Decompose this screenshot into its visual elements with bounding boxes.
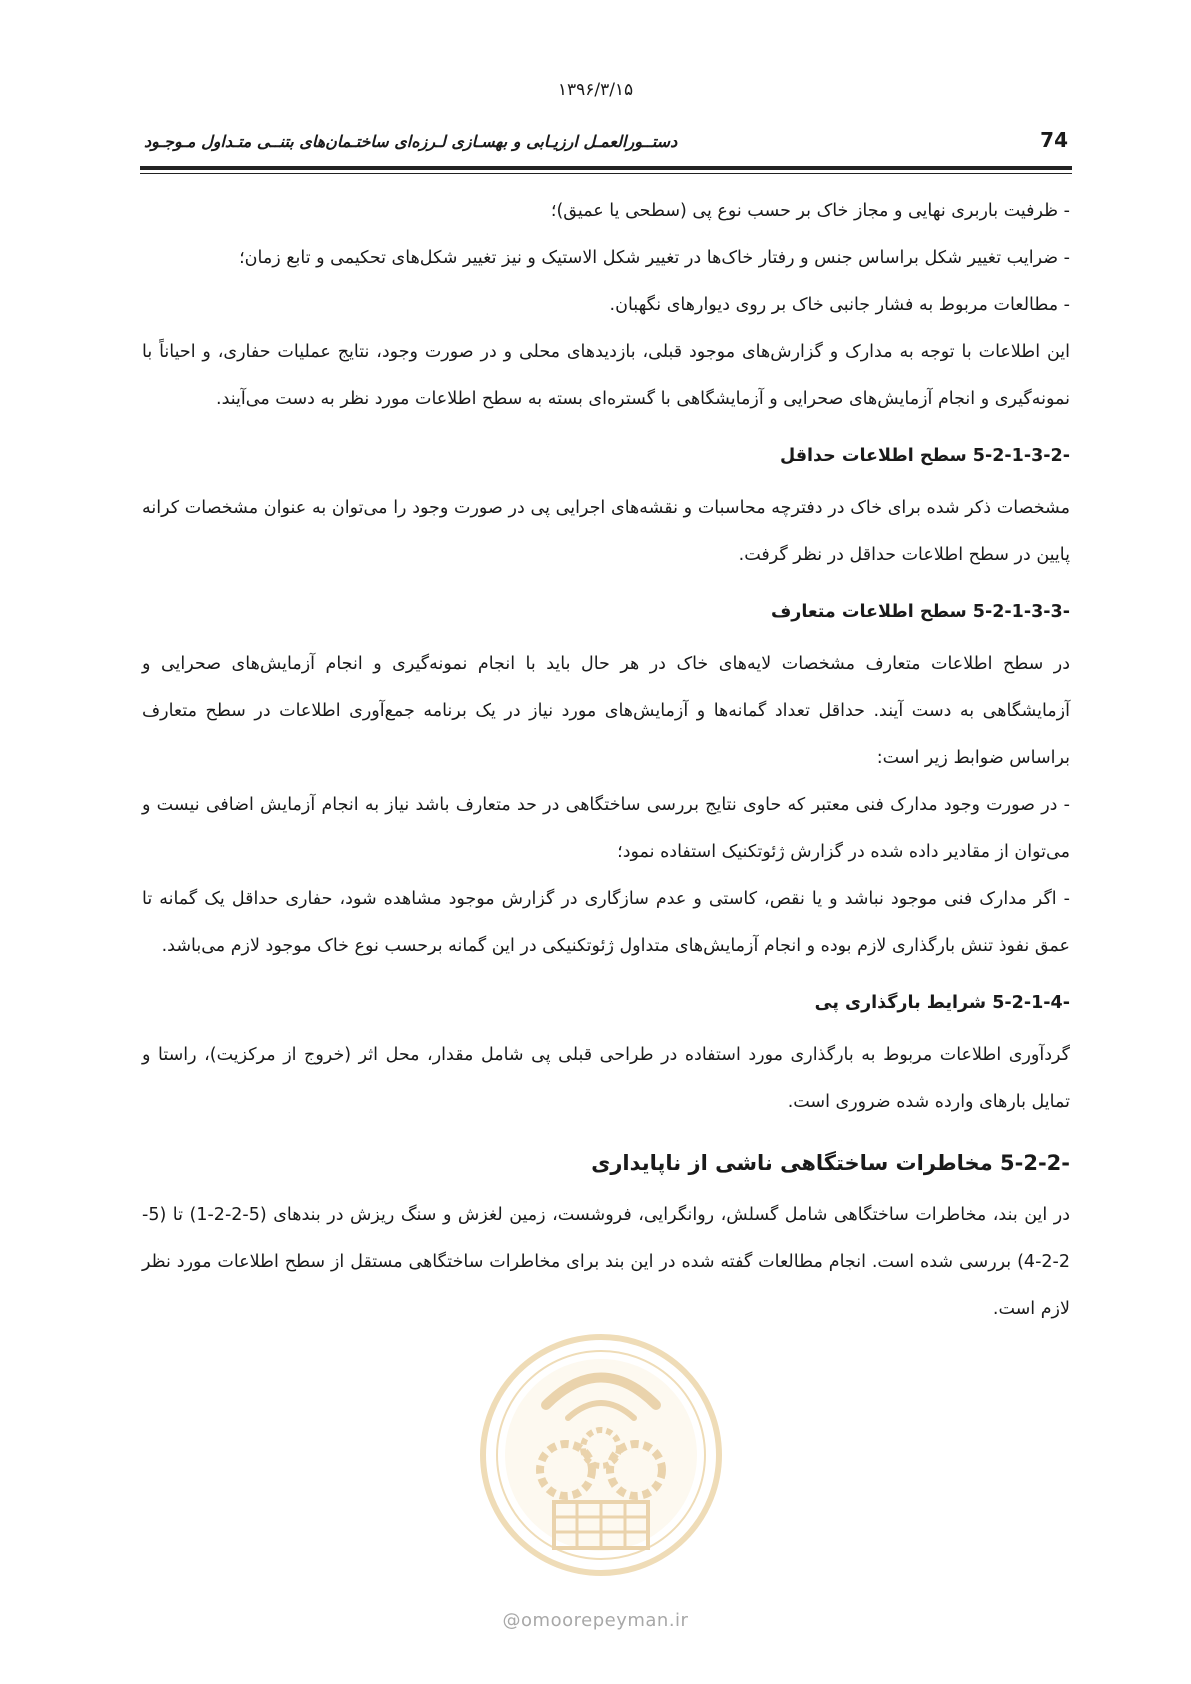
section-title: سطح اطلاعات حداقل	[779, 446, 967, 466]
body-paragraph: مشخصات ذکر شده برای خاک در دفترچه محاسبات و نقشه‌های اجرایی پی در صورت وجود را می‌توان به عنوان مشخصات کرانه پایین در سطح اطلاعات حداقل در نظر گرفت.	[142, 498, 1070, 565]
body-paragraph: این اطلاعات با توجه به مدارک و گزارش‌های موجود قبلی، بازدیدهای محلی و در صورت وجود، نتایج عملیات حفاری، و احیاناً با نمونه‌گیری و انجام آزمایش‌های صحرایی و آزمایشگاهی با گستره‌ای بسته به سطح اطلاعات مورد نظر به دست می‌آیند.	[142, 342, 1070, 409]
page-number: 74	[1040, 128, 1068, 152]
section-number: 5-2-1-3-2-	[972, 446, 1070, 466]
section-heading	[142, 980, 1070, 1026]
document-date: ۱۳۹۶/۳/۱۵	[557, 80, 634, 100]
header-rule-thick	[140, 166, 1072, 170]
bullet-item: - ضرایب تغییر شکل براساس جنس و رفتار خاک‌ها در تغییر شکل الاستیک و نیز تغییر شکل‌های تحکیمی و تابع زمان؛	[239, 248, 1070, 268]
page-body	[142, 188, 1070, 1333]
section-heading	[142, 1140, 1070, 1186]
seal-watermark-icon	[476, 1330, 726, 1580]
site-watermark: @omoorepeyman.ir	[502, 1610, 689, 1631]
book-title: دستــورالعمـل ارزیـابی و بهسـازی لـرزه‌ای ساختـمان‌های بتنــی متـداول مـوجـود	[144, 132, 678, 151]
bullet-item: - در صورت وجود مدارک فنی معتبر که حاوی نتایج بررسی ساختگاهی در حد متعارف باشد نیاز به انجام آزمایش اضافی نیست و می‌توان از مقادیر داده شده در گزارش ژئوتکنیک استفاده نمود؛	[142, 795, 1070, 862]
bullet-item: - ظرفیت باربری نهایی و مجاز خاک بر حسب نوع پی (سطحی یا عمیق)؛	[550, 201, 1070, 221]
section-title: مخاطرات ساختگاهی ناشی از ناپایداری	[591, 1151, 993, 1175]
section-number: 5-2-1-4-	[992, 993, 1070, 1013]
body-paragraph: در این بند، مخاطرات ساختگاهی شامل گسلش، روانگرایی، فروشست، زمین لغزش و سنگ ریزش در بندهای (5-2-2-1) تا (5-2-2-4) بررسی شده است. انجام مطالعات گفته شده در این بند برای مخاطرات ساختگاهی مستقل از سطح اطلاعات مورد نظر لازم است.	[142, 1205, 1071, 1319]
header-rule-thin	[140, 173, 1072, 174]
section-number: 5-2-2-	[1000, 1151, 1070, 1175]
bullet-item: - مطالعات مربوط به فشار جانبی خاک بر روی دیوارهای نگهبان.	[609, 295, 1070, 315]
section-heading	[142, 433, 1070, 479]
section-title: شرایط بارگذاری پی	[814, 993, 987, 1013]
body-paragraph: گردآوری اطلاعات مربوط به بارگذاری مورد استفاده در طراحی قبلی پی شامل مقدار، محل اثر (خروج از مرکزیت)، راستا و تمایل بارهای وارده شده ضروری است.	[142, 1045, 1070, 1112]
bullet-item: - اگر مدارک فنی موجود نباشد و یا نقص، کاستی و عدم سازگاری در گزارش موجود مشاهده شود، حفاری حداقل یک گمانه تا عمق نفوذ تنش بارگذاری لازم بوده و انجام آزمایش‌های متداول ژئوتکنیکی در این گمانه برحسب نوع خاک موجود لازم می‌باشد.	[142, 889, 1070, 956]
section-number: 5-2-1-3-3-	[972, 602, 1070, 622]
page-header	[140, 128, 1072, 160]
section-heading	[142, 589, 1070, 635]
body-paragraph: در سطح اطلاعات متعارف مشخصات لایه‌های خاک در هر حال باید با انجام نمونه‌گیری و انجام آزمایش‌های صحرایی و آزمایشگاهی به دست آیند. حداقل تعداد گمانه‌ها و آزمایش‌های مورد نیاز در یک برنامه جمع‌آوری اطلاعات در سطح متعارف براساس ضوابط زیر است:	[142, 654, 1070, 768]
section-title: سطح اطلاعات متعارف	[770, 602, 967, 622]
